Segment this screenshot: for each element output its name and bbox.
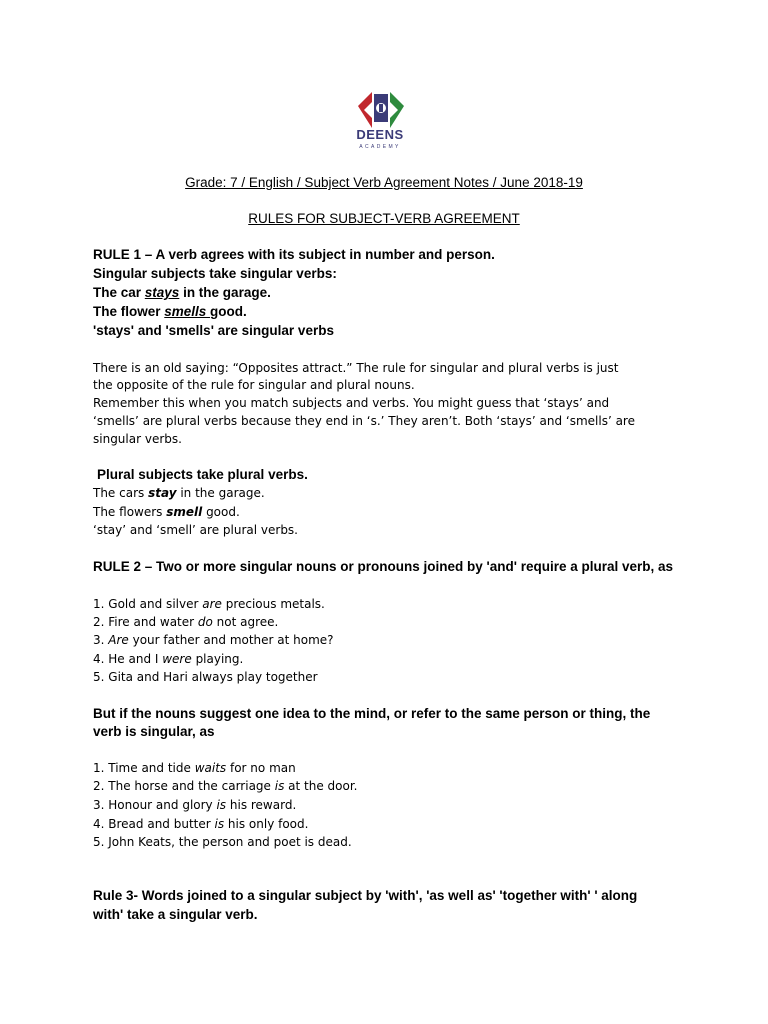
- paragraph-line: Remember this when you match subjects and verbs. You might guess that ‘stays’ and: [93, 396, 610, 410]
- example-text: The flowers: [93, 505, 167, 519]
- rule1-singular-note: 'stays' and 'smells' are singular verbs: [93, 323, 334, 338]
- example-text: good.: [202, 505, 240, 519]
- paragraph-line: ‘smells’ are plural verbs because they end in ‘s.’ They aren’t. Both ‘stays’ and ‘smells’ are: [93, 414, 635, 428]
- logo-subtitle: ACADEMY: [359, 144, 401, 150]
- list-item: 2. The horse and the carriage is at the door.: [93, 779, 358, 793]
- example-text: in the garage.: [179, 285, 271, 300]
- rule1-example-car: [93, 284, 271, 302]
- rule3-heading-line1: Rule 3- Words joined to a singular subject by 'with', 'as well as' 'together with' ' along: [93, 888, 638, 903]
- rule1-plural-note: ‘stay’ and ‘smell’ are plural verbs.: [93, 523, 298, 537]
- list-item: 5. John Keats, the person and poet is dead.: [93, 835, 352, 849]
- example-text: The flower: [93, 304, 165, 319]
- rule2-exception-line1: But if the nouns suggest one idea to the mind, or refer to the same person or thing, the: [93, 706, 651, 721]
- list-item: 5. Gita and Hari always play together: [93, 670, 318, 684]
- example-text: The cars: [93, 486, 149, 500]
- list-item: 1. Time and tide waits for no man: [93, 761, 296, 775]
- rule1-plural-example-flowers: [93, 503, 240, 521]
- example-verb: smells: [164, 304, 211, 319]
- example-verb: stay: [148, 486, 177, 500]
- rule1-heading: RULE 1 – A verb agrees with its subject in number and person.: [93, 247, 495, 262]
- list-item: 4. He and I were playing.: [93, 652, 244, 666]
- rule1-example-flower: [93, 303, 247, 321]
- example-text: The car: [93, 285, 145, 300]
- document-title: Grade: 7 / English / Subject Verb Agreement Notes / June 2018-19: [185, 175, 583, 190]
- example-text: good.: [210, 304, 247, 319]
- rule1-plural-example-cars: [93, 484, 265, 502]
- logo-name: DEENS: [356, 127, 404, 142]
- section-heading: RULES FOR SUBJECT-VERB AGREEMENT: [248, 211, 520, 226]
- example-text: in the garage.: [176, 486, 265, 500]
- paragraph-line: the opposite of the rule for singular and plural nouns.: [93, 378, 415, 392]
- rule3-heading-line2: with' take a singular verb.: [93, 907, 258, 922]
- list-item: 3. Are your father and mother at home?: [93, 633, 334, 647]
- paragraph-line: singular verbs.: [93, 432, 182, 446]
- rule1-singular-intro: Singular subjects take singular verbs:: [93, 266, 337, 281]
- paragraph-line: There is an old saying: “Opposites attract.” The rule for singular and plural verbs is just: [93, 361, 619, 375]
- list-item: 1. Gold and silver are precious metals.: [93, 597, 325, 611]
- rule1-plural-intro: Plural subjects take plural verbs.: [97, 467, 308, 482]
- example-verb: stays: [144, 285, 180, 300]
- list-item: 3. Honour and glory is his reward.: [93, 798, 297, 812]
- rule2-heading: RULE 2 – Two or more singular nouns or pronouns joined by 'and' require a plural verb, as: [93, 559, 674, 574]
- list-item: 2. Fire and water do not agree.: [93, 615, 279, 629]
- example-verb: smell: [166, 505, 203, 519]
- rule2-exception-line2: verb is singular, as: [93, 724, 215, 739]
- list-item: 4. Bread and butter is his only food.: [93, 817, 309, 831]
